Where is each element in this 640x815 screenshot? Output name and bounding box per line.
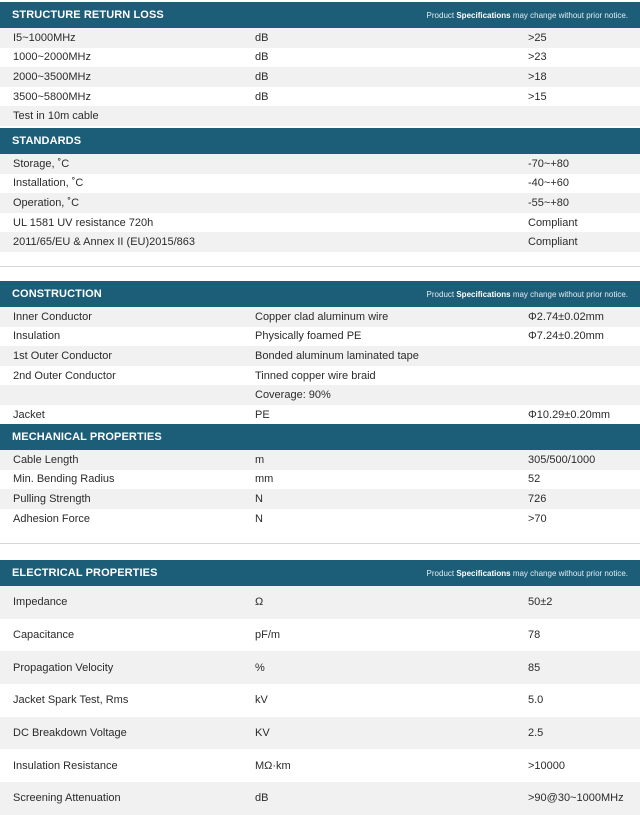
section-title: STANDARDS <box>12 135 82 147</box>
table-row: 2nd Outer Conductor Tinned copper wire braid <box>0 366 640 386</box>
spec-notice: Product Specifications may change without prior notice. <box>426 568 628 578</box>
table-row: Inner Conductor Copper clad aluminum wire Φ2.74±0.02mm <box>0 307 640 327</box>
section-standards <box>0 128 640 252</box>
table-body <box>0 450 640 528</box>
table-row: Screening Attenuation dB >90@30~1000MHz <box>0 782 640 815</box>
section-header <box>0 424 640 450</box>
table-row: DC Breakdown Voltage KV 2.5 <box>0 717 640 750</box>
table-row: Insulation Resistance MΩ·km >10000 <box>0 749 640 782</box>
table-row: Propagation Velocity % 85 <box>0 651 640 684</box>
table-body <box>0 307 640 425</box>
section-structure-return-loss <box>0 2 640 126</box>
table-row: 1000~2000MHz dB >23 <box>0 48 640 68</box>
table-row: Cable Length m 305/500/1000 <box>0 450 640 470</box>
section-title: CONSTRUCTION <box>12 288 102 300</box>
table-row: UL 1581 UV resistance 720h Compliant <box>0 213 640 233</box>
section-mechanical-properties <box>0 424 640 528</box>
table-row: Capacitance pF/m 78 <box>0 619 640 652</box>
section-construction <box>0 281 640 425</box>
divider <box>0 266 640 267</box>
table-row: Impedance Ω 50±2 <box>0 586 640 619</box>
section-header <box>0 128 640 154</box>
table-row: Adhesion Force N >70 <box>0 509 640 529</box>
divider <box>0 543 640 544</box>
section-title: ELECTRICAL PROPERTIES <box>12 567 158 579</box>
table-row: Storage, ˚C -70~+80 <box>0 154 640 174</box>
section-header <box>0 281 640 307</box>
table-row: Test in 10m cable <box>0 106 640 126</box>
table-row: 3500~5800MHz dB >15 <box>0 87 640 107</box>
table-row: Insulation Physically foamed PE Φ7.24±0.20mm <box>0 327 640 347</box>
table-row: Operation, ˚C -55~+80 <box>0 193 640 213</box>
table-row: Coverage: 90% <box>0 385 640 405</box>
section-title: STRUCTURE RETURN LOSS <box>12 9 164 21</box>
table-row: Installation, ˚C -40~+60 <box>0 174 640 194</box>
section-header <box>0 2 640 28</box>
spec-notice: Product Specifications may change without prior notice. <box>426 10 628 20</box>
table-row: I5~1000MHz dB >25 <box>0 28 640 48</box>
section-electrical-properties <box>0 560 640 815</box>
section-title: MECHANICAL PROPERTIES <box>12 431 162 443</box>
table-row: Jacket PE Φ10.29±0.20mm <box>0 405 640 425</box>
spec-notice: Product Specifications may change without prior notice. <box>426 289 628 299</box>
table-body <box>0 28 640 126</box>
table-row: 2011/65/EU & Annex II (EU)2015/863 Compliant <box>0 232 640 252</box>
table-row: Pulling Strength N 726 <box>0 489 640 509</box>
table-body <box>0 586 640 815</box>
table-row: 1st Outer Conductor Bonded aluminum laminated tape <box>0 346 640 366</box>
table-row: Jacket Spark Test, Rms kV 5.0 <box>0 684 640 717</box>
section-header <box>0 560 640 586</box>
table-row: 2000~3500MHz dB >18 <box>0 67 640 87</box>
table-body <box>0 154 640 252</box>
table-row: Min. Bending Radius mm 52 <box>0 470 640 490</box>
